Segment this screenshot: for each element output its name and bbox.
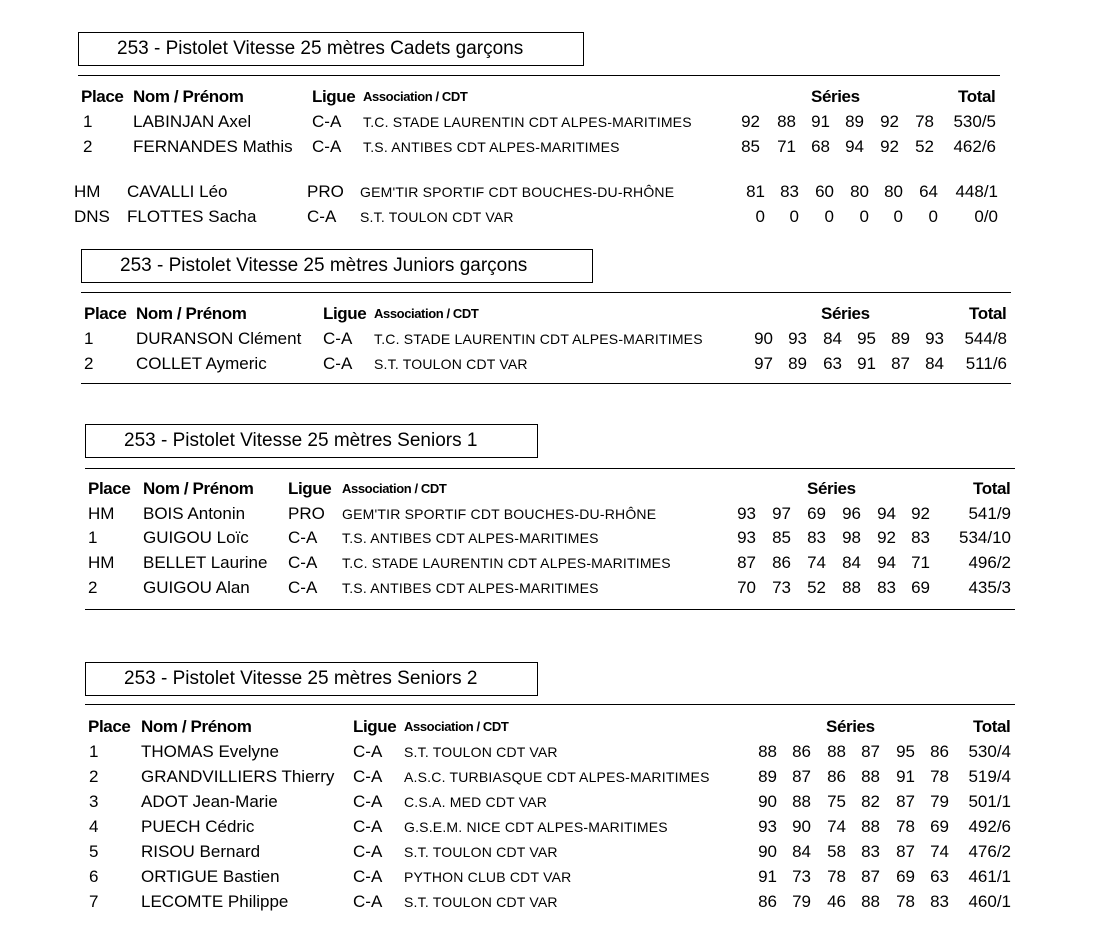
series-1-cell: 91 [758,867,777,886]
total-cell: 461/1 [968,867,1011,886]
name-cell: THOMAS Evelyne [141,742,279,761]
series-3-cell: 86 [827,767,846,786]
place-cell: 4 [89,817,99,836]
series-1-cell: 92 [741,112,760,131]
place-cell: 1 [83,112,93,131]
place-cell: HM [74,182,101,201]
ligue-cell: PRO [288,504,325,523]
series-1-cell: 86 [758,892,777,911]
series-3-cell: 58 [827,842,846,861]
series-2-cell: 73 [792,867,811,886]
series-6-cell: 83 [930,892,949,911]
series-1-cell: 90 [758,842,777,861]
series-2-cell: 93 [788,329,807,348]
ligue-cell: C-A [353,817,383,836]
place-cell: DNS [74,207,110,226]
series-2-cell: 0 [789,207,799,226]
series-4-cell: 94 [845,137,864,156]
association-cell: T.C. STADE LAURENTIN CDT ALPES-MARITIMES [374,331,703,347]
series-4-cell: 87 [861,742,880,761]
name-cell: ORTIGUE Bastien [141,867,280,886]
name-cell: COLLET Aymeric [136,354,267,373]
total-cell: 435/3 [968,578,1011,597]
series-3-cell: 74 [827,817,846,836]
ligue-cell: C-A [307,207,337,226]
header-ligue: Ligue [353,717,397,736]
total-cell: 496/2 [968,553,1011,572]
series-1-cell: 93 [737,528,756,547]
table-row [85,815,1015,839]
series-2-cell: 71 [777,137,796,156]
association-cell: S.T. TOULON CDT VAR [404,894,558,910]
series-3-cell: 75 [827,792,846,811]
place-cell: 1 [84,329,94,348]
series-4-cell: 98 [842,528,861,547]
series-6-cell: 74 [930,842,949,861]
table-row [85,551,1015,575]
table-header [81,302,1011,326]
total-cell: 544/8 [964,329,1007,348]
series-2-cell: 86 [792,742,811,761]
ligue-cell: C-A [353,767,383,786]
series-4-cell: 82 [861,792,880,811]
series-3-cell: 74 [807,553,826,572]
table-row [74,205,1000,229]
series-3-cell: 69 [807,504,826,523]
association-cell: S.T. TOULON CDT VAR [404,844,558,860]
total-cell: 501/1 [968,792,1011,811]
table-row [74,180,1000,204]
series-4-cell: 0 [859,207,869,226]
name-cell: LABINJAN Axel [133,112,252,131]
series-2-cell: 86 [772,553,791,572]
series-6-cell: 78 [930,767,949,786]
header-place: Place [88,479,131,498]
section-title: 253 - Pistolet Vitesse 25 mètres Cadets garçons [78,32,584,66]
table-row [85,502,1015,526]
series-6-cell: 86 [930,742,949,761]
ligue-cell: C-A [353,867,383,886]
series-5-cell: 87 [896,842,915,861]
place-cell: 3 [89,792,99,811]
place-cell: 7 [89,892,99,911]
series-2-cell: 83 [780,182,799,201]
series-1-cell: 90 [754,329,773,348]
series-5-cell: 78 [896,817,915,836]
association-cell: GEM'TIR SPORTIF CDT BOUCHES-DU-RHÔNE [360,184,675,200]
association-cell: PYTHON CLUB CDT VAR [404,869,572,885]
header-series: Séries [811,87,860,106]
series-5-cell: 92 [880,112,899,131]
series-6-cell: 0 [928,207,938,226]
series-4-cell: 91 [857,354,876,373]
series-4-cell: 83 [861,842,880,861]
series-6-cell: 63 [930,867,949,886]
name-cell: RISOU Bernard [141,842,261,861]
header-series: Séries [821,304,870,323]
header-ligue: Ligue [288,479,332,498]
series-2-cell: 90 [792,817,811,836]
table-row [81,352,1011,376]
table-row [85,765,1015,789]
table-row [85,526,1015,550]
table-row [85,865,1015,889]
ligue-cell: C-A [312,112,342,131]
series-3-cell: 84 [823,329,842,348]
total-cell: 519/4 [968,767,1011,786]
series-1-cell: 93 [737,504,756,523]
series-5-cell: 94 [877,553,896,572]
series-5-cell: 95 [896,742,915,761]
place-cell: 1 [89,742,99,761]
table-header [78,85,1000,109]
ligue-cell: C-A [323,354,353,373]
series-4-cell: 95 [857,329,876,348]
series-3-cell: 83 [807,528,826,547]
series-3-cell: 63 [823,354,842,373]
total-cell: 462/6 [953,137,996,156]
header-name: Nom / Prénom [133,87,244,106]
series-3-cell: 60 [815,182,834,201]
ligue-cell: C-A [353,842,383,861]
results-table [74,75,1000,236]
series-5-cell: 83 [877,578,896,597]
table-header [85,477,1015,501]
series-1-cell: 90 [758,792,777,811]
ligue-cell: C-A [312,137,342,156]
series-6-cell: 84 [925,354,944,373]
header-place: Place [81,87,124,106]
header-series: Séries [807,479,856,498]
results-table [85,468,1015,610]
series-1-cell: 81 [746,182,765,201]
association-cell: T.S. ANTIBES CDT ALPES-MARITIMES [342,580,599,596]
name-cell: DURANSON Clément [136,329,302,348]
series-5-cell: 80 [884,182,903,201]
series-2-cell: 87 [792,767,811,786]
series-1-cell: 85 [741,137,760,156]
series-6-cell: 93 [925,329,944,348]
place-cell: 2 [84,354,94,373]
header-total: Total [969,304,1007,323]
name-cell: FERNANDES Mathis [133,137,293,156]
place-cell: 2 [83,137,93,156]
series-1-cell: 70 [737,578,756,597]
ligue-cell: PRO [307,182,344,201]
series-4-cell: 87 [861,867,880,886]
header-total: Total [973,717,1011,736]
series-4-cell: 88 [861,817,880,836]
series-4-cell: 89 [845,112,864,131]
total-cell: 492/6 [968,817,1011,836]
series-6-cell: 78 [915,112,934,131]
table-header [85,715,1015,739]
association-cell: S.T. TOULON CDT VAR [404,744,558,760]
series-2-cell: 73 [772,578,791,597]
name-cell: GRANDVILLIERS Thierry [141,767,335,786]
name-cell: FLOTTES Sacha [127,207,257,226]
name-cell: LECOMTE Philippe [141,892,289,911]
total-cell: 530/5 [953,112,996,131]
association-cell: A.S.C. TURBIASQUE CDT ALPES-MARITIMES [404,769,710,785]
place-cell: 2 [88,578,98,597]
series-2-cell: 97 [772,504,791,523]
association-cell: G.S.E.M. NICE CDT ALPES-MARITIMES [404,819,668,835]
name-cell: BOIS Antonin [143,504,246,523]
total-cell: 460/1 [968,892,1011,911]
header-association: Association / CDT [363,89,468,104]
series-5-cell: 94 [877,504,896,523]
series-4-cell: 88 [861,892,880,911]
results-table [81,292,1011,384]
name-cell: GUIGOU Loïc [143,528,249,547]
total-cell: 448/1 [955,182,998,201]
section-title: 253 - Pistolet Vitesse 25 mètres Seniors 2 [85,662,538,696]
series-5-cell: 89 [891,329,910,348]
header-total: Total [958,87,996,106]
ligue-cell: C-A [353,742,383,761]
total-cell: 530/4 [968,742,1011,761]
series-3-cell: 78 [827,867,846,886]
ligue-cell: C-A [353,892,383,911]
series-4-cell: 84 [842,553,861,572]
series-3-cell: 88 [827,742,846,761]
results-table [85,704,1015,920]
total-cell: 534/10 [959,528,1011,547]
series-5-cell: 0 [893,207,903,226]
table-row [85,790,1015,814]
association-cell: T.S. ANTIBES CDT ALPES-MARITIMES [363,139,620,155]
header-place: Place [84,304,127,323]
place-cell: 2 [89,767,99,786]
association-cell: C.S.A. MED CDT VAR [404,794,548,810]
series-2-cell: 89 [788,354,807,373]
association-cell: S.T. TOULON CDT VAR [374,356,528,372]
series-4-cell: 88 [842,578,861,597]
series-1-cell: 97 [754,354,773,373]
association-cell: T.C. STADE LAURENTIN CDT ALPES-MARITIMES [342,555,671,571]
header-ligue: Ligue [323,304,367,323]
association-cell: T.S. ANTIBES CDT ALPES-MARITIMES [342,530,599,546]
series-6-cell: 71 [911,553,930,572]
series-6-cell: 64 [919,182,938,201]
place-cell: 1 [88,528,98,547]
header-name: Nom / Prénom [141,717,252,736]
series-3-cell: 0 [824,207,834,226]
place-cell: 5 [89,842,99,861]
ligue-cell: C-A [353,792,383,811]
series-2-cell: 88 [792,792,811,811]
name-cell: ADOT Jean-Marie [141,792,278,811]
series-1-cell: 89 [758,767,777,786]
header-association: Association / CDT [342,481,447,496]
header-association: Association / CDT [404,719,509,734]
name-cell: BELLET Laurine [143,553,268,572]
series-5-cell: 69 [896,867,915,886]
place-cell: 6 [89,867,99,886]
name-cell: PUECH Cédric [141,817,255,836]
header-association: Association / CDT [374,306,479,321]
name-cell: CAVALLI Léo [127,182,228,201]
series-3-cell: 52 [807,578,826,597]
name-cell: GUIGOU Alan [143,578,250,597]
series-4-cell: 96 [842,504,861,523]
table-row [85,840,1015,864]
series-5-cell: 87 [896,792,915,811]
table-row [78,135,1000,159]
table-row [85,890,1015,914]
series-5-cell: 78 [896,892,915,911]
series-5-cell: 91 [896,767,915,786]
series-3-cell: 68 [811,137,830,156]
ligue-cell: C-A [288,528,318,547]
series-1-cell: 88 [758,742,777,761]
series-3-cell: 46 [827,892,846,911]
series-6-cell: 92 [911,504,930,523]
table-row [85,740,1015,764]
total-cell: 476/2 [968,842,1011,861]
series-6-cell: 69 [911,578,930,597]
header-name: Nom / Prénom [143,479,254,498]
table-row [85,576,1015,600]
series-6-cell: 83 [911,528,930,547]
series-4-cell: 80 [850,182,869,201]
header-total: Total [973,479,1011,498]
series-2-cell: 79 [792,892,811,911]
section-title: 253 - Pistolet Vitesse 25 mètres Seniors 1 [85,424,538,458]
ligue-cell: C-A [323,329,353,348]
table-row [81,327,1011,351]
series-2-cell: 84 [792,842,811,861]
ligue-cell: C-A [288,553,318,572]
series-6-cell: 79 [930,792,949,811]
association-cell: S.T. TOULON CDT VAR [360,209,514,225]
series-5-cell: 87 [891,354,910,373]
total-cell: 0/0 [974,207,998,226]
section-title: 253 - Pistolet Vitesse 25 mètres Juniors garçons [81,249,593,283]
total-cell: 541/9 [968,504,1011,523]
series-1-cell: 87 [737,553,756,572]
place-cell: HM [88,553,115,572]
series-5-cell: 92 [880,137,899,156]
series-3-cell: 91 [811,112,830,131]
association-cell: GEM'TIR SPORTIF CDT BOUCHES-DU-RHÔNE [342,506,657,522]
total-cell: 511/6 [965,354,1007,373]
series-4-cell: 88 [861,767,880,786]
header-place: Place [88,717,131,736]
table-row [78,110,1000,134]
header-series: Séries [826,717,875,736]
association-cell: T.C. STADE LAURENTIN CDT ALPES-MARITIMES [363,114,692,130]
series-2-cell: 85 [772,528,791,547]
header-ligue: Ligue [312,87,356,106]
series-5-cell: 92 [877,528,896,547]
series-6-cell: 69 [930,817,949,836]
series-2-cell: 88 [777,112,796,131]
series-6-cell: 52 [915,137,934,156]
header-name: Nom / Prénom [136,304,247,323]
ligue-cell: C-A [288,578,318,597]
place-cell: HM [88,504,115,523]
series-1-cell: 0 [755,207,765,226]
series-1-cell: 93 [758,817,777,836]
